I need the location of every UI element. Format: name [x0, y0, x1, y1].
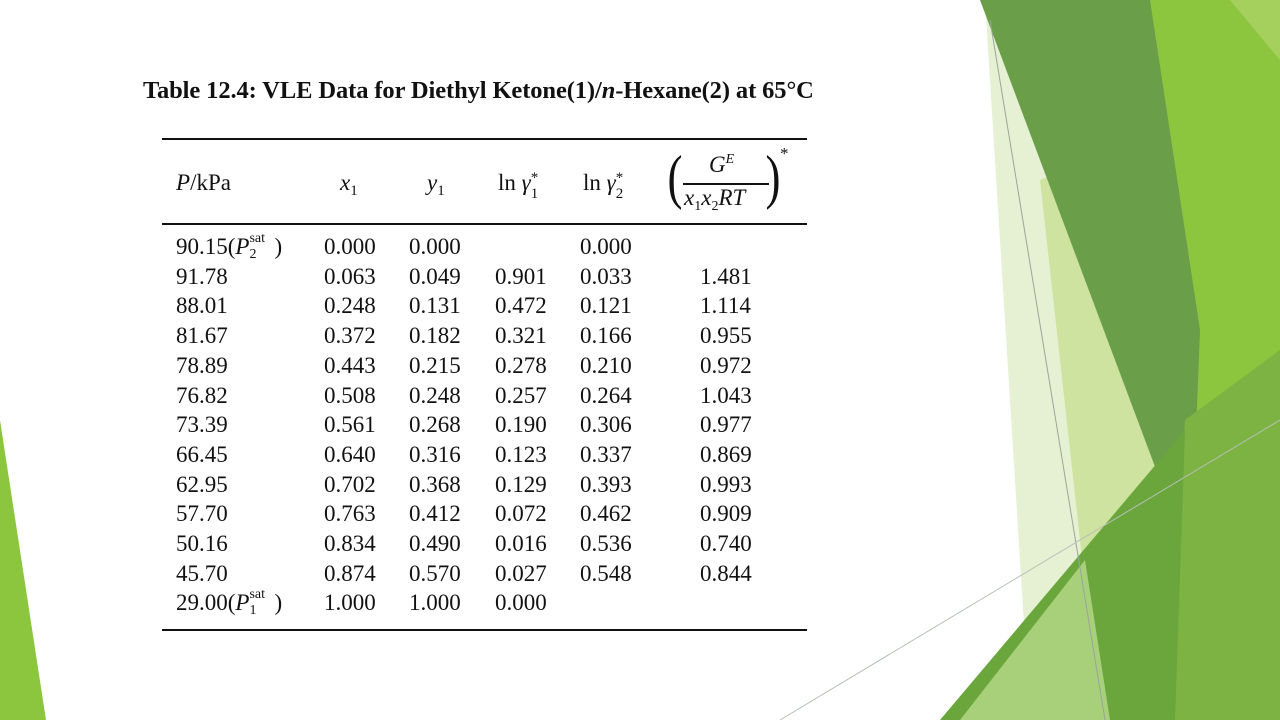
cell-ln-gamma2: 0.000 — [580, 234, 632, 259]
cell-excess-gibbs: 1.043 — [700, 382, 752, 408]
ge-numerator: $G^E$ — [709, 152, 735, 177]
cell-excess-gibbs: 1.481 — [700, 263, 752, 289]
cell-pressure: 66.45 — [176, 441, 228, 467]
cell-y1: 0.131 — [409, 293, 461, 319]
cell-y1: 0.182 — [409, 323, 461, 349]
cell-x1: 0.874 — [324, 560, 376, 586]
cell-ln-gamma1: 0.072 — [495, 501, 547, 527]
header-y1: $y_1$ — [427, 170, 445, 199]
header-ln-gamma2: ln γ * 2 — [583, 170, 624, 202]
cell-ln-gamma1: 0.321 — [495, 323, 547, 349]
cell-ln-gamma1: 0.472 — [495, 293, 547, 319]
cell-y1: 0.049 — [409, 263, 461, 289]
cell-x1: 0.834 — [324, 531, 376, 556]
cell-y1: 0.490 — [409, 531, 461, 556]
cell-excess-gibbs: 0.740 — [700, 531, 752, 556]
cell-pressure: 50.16 — [176, 531, 228, 556]
cell-ln-gamma1: 0.000 — [495, 590, 547, 616]
cell-ln-gamma2: 0.393 — [580, 471, 632, 497]
cell-excess-gibbs: 0.869 — [700, 441, 752, 467]
header-ln-gamma1: ln γ * 1 — [498, 170, 539, 202]
cell-ln-gamma2: 0.166 — [580, 323, 632, 349]
header-pressure: P/kPa — [176, 170, 231, 195]
cell-x1: 0.508 — [324, 382, 376, 408]
table-top-rule — [162, 138, 807, 140]
cell-pressure: 57.70 — [176, 501, 228, 527]
table-title-prefix: Table 12.4: VLE Data for Diethyl Ketone(1)/ — [143, 77, 602, 104]
cell-y1: 0.316 — [409, 441, 461, 467]
cell-x1: 1.000 — [324, 590, 376, 616]
table-title-italic: n — [601, 77, 616, 104]
cell-ln-gamma2: 0.306 — [580, 412, 632, 438]
table-bottom-rule — [162, 629, 807, 631]
table-title — [143, 77, 814, 105]
header-excess-gibbs: ( $G^E$ $x_1x_2RT$ ) * — [667, 144, 789, 214]
header-x1: $x_1$ — [340, 170, 358, 199]
cell-pressure: 90.15(P sat 2 ) — [176, 231, 283, 262]
cell-ln-gamma2: 0.462 — [580, 501, 632, 527]
cell-x1: 0.063 — [324, 263, 376, 289]
cell-excess-gibbs: 0.955 — [700, 323, 752, 349]
cell-y1: 0.000 — [409, 234, 461, 259]
cell-y1: 0.570 — [409, 560, 461, 586]
cell-pressure: 78.89 — [176, 352, 228, 378]
cell-pressure: 29.00(P sat 1 ) — [176, 587, 283, 619]
cell-x1: 0.702 — [324, 471, 376, 497]
cell-excess-gibbs: 1.114 — [700, 293, 751, 319]
cell-pressure: 81.67 — [176, 323, 228, 349]
table-title-suffix: -Hexane(2) at 65°C — [615, 77, 814, 104]
cell-ln-gamma2: 0.210 — [580, 352, 632, 378]
cell-ln-gamma2: 0.033 — [580, 263, 632, 289]
cell-y1: 0.248 — [409, 382, 461, 408]
cell-ln-gamma2: 0.264 — [580, 382, 632, 408]
cell-ln-gamma1: 0.278 — [495, 352, 547, 378]
cell-x1: 0.248 — [324, 293, 376, 319]
cell-pressure: 45.70 — [176, 560, 228, 586]
cell-pressure: 73.39 — [176, 412, 228, 438]
cell-y1: 1.000 — [409, 590, 461, 616]
cell-ln-gamma1: 0.123 — [495, 441, 547, 467]
cell-ln-gamma1: 0.901 — [495, 263, 547, 289]
cell-ln-gamma2: 0.548 — [580, 560, 632, 586]
cell-x1: 0.000 — [324, 234, 376, 259]
cell-excess-gibbs: 0.909 — [700, 501, 752, 527]
cell-excess-gibbs: 0.977 — [700, 412, 752, 438]
cell-ln-gamma1: 0.190 — [495, 412, 547, 438]
table-header-rule — [162, 223, 807, 225]
cell-x1: 0.763 — [324, 501, 376, 527]
cell-y1: 0.412 — [409, 501, 461, 527]
cell-excess-gibbs: 0.844 — [700, 560, 752, 586]
cell-ln-gamma1: 0.257 — [495, 382, 547, 408]
cell-y1: 0.215 — [409, 352, 461, 378]
cell-ln-gamma2: 0.337 — [580, 441, 632, 467]
cell-x1: 0.443 — [324, 352, 376, 378]
ge-star: * — [780, 144, 789, 163]
cell-ln-gamma2: 0.536 — [580, 531, 632, 556]
cell-pressure: 88.01 — [176, 293, 228, 319]
cell-ln-gamma1: 0.129 — [495, 471, 547, 497]
cell-x1: 0.640 — [324, 441, 376, 467]
cell-y1: 0.368 — [409, 471, 461, 497]
cell-x1: 0.372 — [324, 323, 376, 349]
cell-pressure: 76.82 — [176, 382, 228, 408]
cell-excess-gibbs: 0.993 — [700, 471, 752, 497]
cell-y1: 0.268 — [409, 412, 461, 438]
cell-pressure: 91.78 — [176, 263, 228, 289]
ge-denominator: $x_1x_2RT$ — [684, 185, 746, 214]
cell-ln-gamma2: 0.121 — [580, 293, 632, 319]
cell-excess-gibbs: 0.972 — [700, 352, 752, 378]
cell-ln-gamma1: 0.016 — [495, 531, 547, 556]
cell-ln-gamma1: 0.027 — [495, 560, 547, 586]
cell-x1: 0.561 — [324, 412, 376, 438]
cell-pressure: 62.95 — [176, 471, 228, 497]
